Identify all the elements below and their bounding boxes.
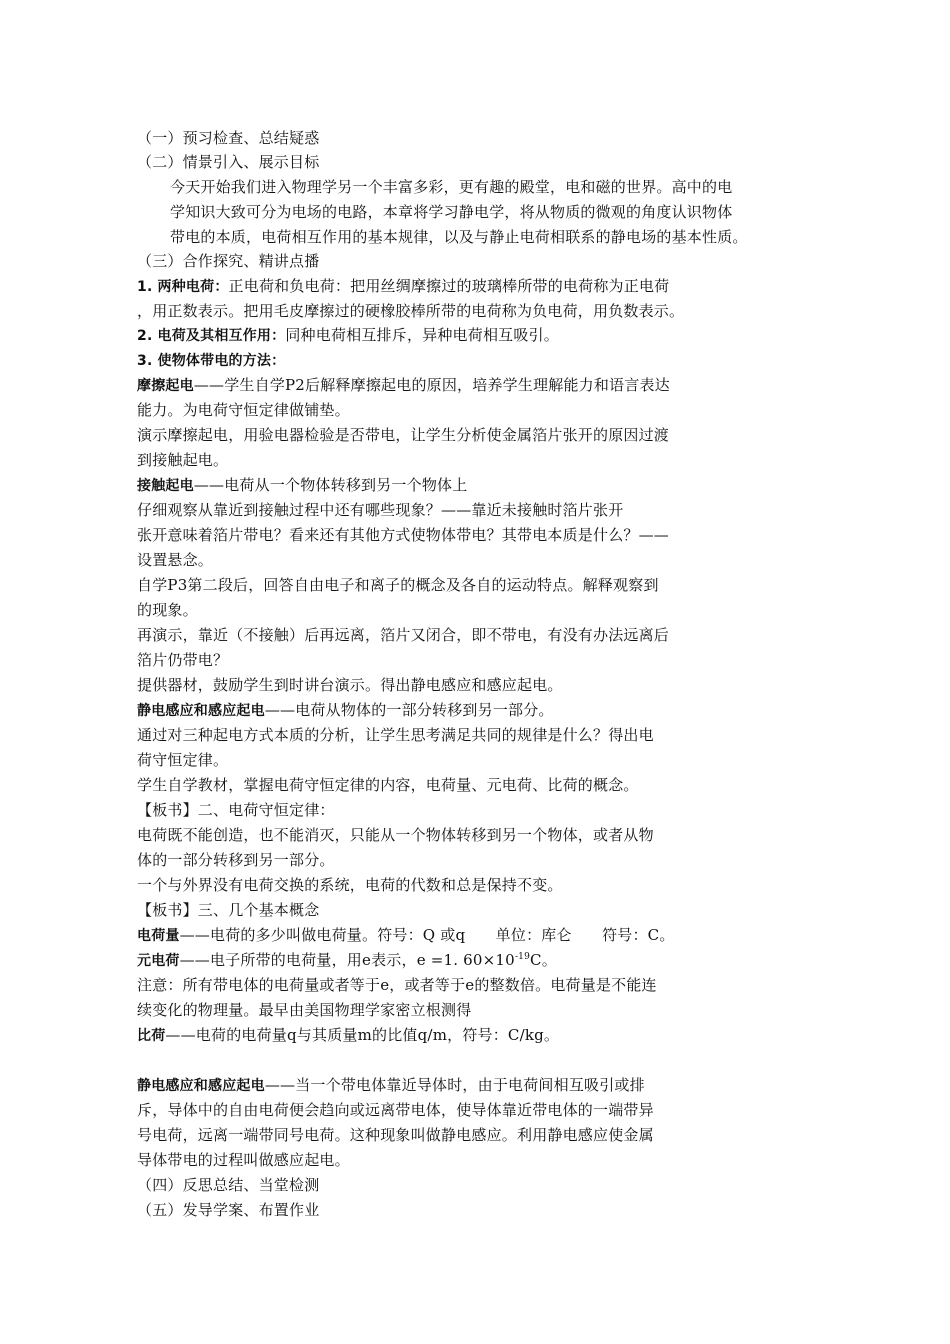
paragraph-line: 再演示，靠近（不接触）后再远离，箔片又闭合，即不带电，有没有办法远离后 [137,626,670,644]
paragraph-line: 电荷既不能创造，也不能消灭，只能从一个物体转移到另一个物体，或者从物 [137,826,654,844]
paragraph-line: 3. 使物体带电的方法： [137,353,286,369]
paragraph-line: 演示摩擦起电，用验电器检验是否带电，让学生分析使金属箔片张开的原因过渡 [137,426,670,444]
paragraph-line: 接触起电——电荷从一个物体转移到另一个物体上 [137,476,468,494]
paragraph-line: 自学P3第二段后，回答自由电子和离子的概念及各自的运动特点。解释观察到 [137,576,659,594]
paragraph-line: 荷守恒定律。 [137,751,229,769]
paragraph-line: 元电荷——电子所带的电荷量，用e表示，e =1. $60\times 10^{-19}C$。 [137,951,557,969]
paragraph-line: 张开意味着箔片带电？看来还有其他方式使物体带电？其带电本质是什么？—— [137,526,670,544]
paragraph-line: 斥，导体中的自由电荷便会趋向或远离带电体，使导体靠近带电体的一端带异 [137,1101,654,1119]
paragraph-line: 体的一部分转移到另一部分。 [137,851,335,869]
paragraph-line: 的现象。 [137,601,198,619]
paragraph-line: 提供器材，鼓励学生到时讲台演示。得出静电感应和感应起电。 [137,676,563,694]
paragraph-line: 学知识大致可分为电场的电路，本章将学习静电学，将从物质的微观的角度认识物体 [170,203,733,221]
paragraph-line: 导体带电的过程叫做感应起电。 [137,1151,350,1169]
paragraph-line: 学生自学教材，掌握电荷守恒定律的内容，电荷量、元电荷、比荷的概念。 [137,776,639,794]
paragraph-line: 2. 电荷及其相互作用：同种电荷相互排斥，异种电荷相互吸引。 [137,326,559,344]
paragraph-line: 静电感应和感应起电——电荷从物体的一部分转移到另一部分。 [137,701,554,719]
paragraph-line: 能力。为电荷守恒定律做铺垫。 [137,401,350,419]
paragraph-line: 摩擦起电——学生自学P2后解释摩擦起电的原因，培养学生理解能力和语言表达 [137,376,670,394]
paragraph-line: 到接触起电。 [137,451,229,469]
board-heading: 【板书】三、几个基本概念 [137,901,320,919]
paragraph-line: ，用正数表示。把用毛皮摩擦过的硬橡胶棒所带的电荷称为负电荷，用负数表示。 [137,302,685,320]
paragraph-line: 续变化的物理量。最早由美国物理学家密立根测得 [137,1001,472,1019]
paragraph-line: 设置悬念。 [137,551,214,569]
section-heading-3: （三）合作探究、精讲点播 [137,252,320,270]
board-heading: 【板书】二、电荷守恒定律： [137,801,335,819]
paragraph-line: 一个与外界没有电荷交换的系统，电荷的代数和总是保持不变。 [137,876,563,894]
section-heading-2: （二）情景引入、展示目标 [137,153,320,171]
paragraph-line: 通过对三种起电方式本质的分析，让学生思考满足共同的规律是什么？得出电 [137,726,654,744]
section-heading-5: （五）发导学案、布置作业 [137,1201,320,1219]
paragraph-line: 比荷——电荷的电荷量q与其质量m的比值q/m，符号：C/kg。 [137,1026,560,1044]
paragraph-line: 静电感应和感应起电——当一个带电体靠近导体时，由于电荷间相互吸引或排 [137,1076,645,1094]
paragraph-line: 带电的本质，电荷相互作用的基本规律，以及与静止电荷相联系的静电场的基本性质。 [170,228,748,246]
paragraph-line: 箔片仍带电？ [137,651,229,669]
section-heading-1: （一）预习检查、总结疑惑 [137,129,320,147]
paragraph-line: 仔细观察从靠近到接触过程中还有哪些现象？——靠近未接触时箔片张开 [137,501,624,519]
paragraph-line: 1. 两种电荷：正电荷和负电荷：把用丝绸摩擦过的玻璃棒所带的电荷称为正电荷 [137,277,670,295]
paragraph-line: 注意：所有带电体的电荷量或者等于e，或者等于e的整数倍。电荷量是不能连 [137,976,657,994]
paragraph-line: 今天开始我们进入物理学另一个丰富多彩，更有趣的殿堂，电和磁的世界。高中的电 [170,178,733,196]
section-heading-4: （四）反思总结、当堂检测 [137,1176,320,1194]
paragraph-line: 号电荷，远离一端带同号电荷。这种现象叫做静电感应。利用静电感应使金属 [137,1126,654,1144]
paragraph-line: 电荷量——电荷的多少叫做电荷量。符号：Q 或q 单位：库仑 符号：C。 [137,926,675,944]
